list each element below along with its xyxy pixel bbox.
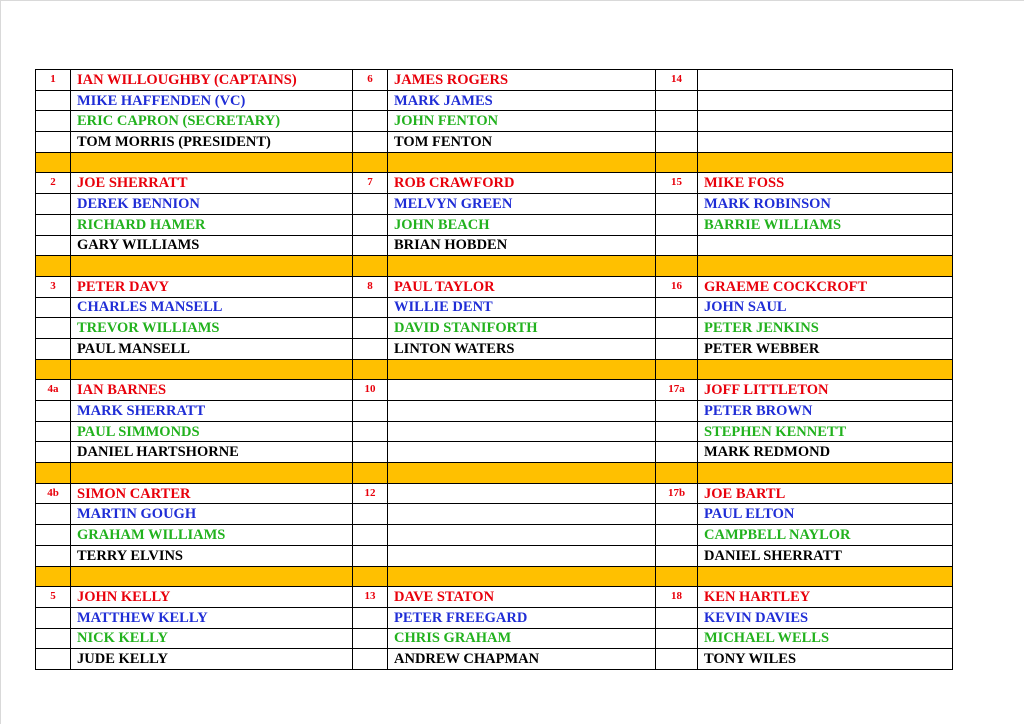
team-number-blank [36,442,71,463]
captain-name: ROB CRAWFORD [388,173,656,194]
team-number-blank [36,235,71,256]
team-number-blank [353,318,388,339]
fourth-name: DANIEL HARTSHORNE [71,442,353,463]
team-number-blank [36,628,71,649]
team-number-blank [36,132,71,153]
team-number-blank [36,504,71,525]
team-number: 17a [656,380,698,401]
captain-name [388,483,656,504]
captain-name: JOE BARTL [698,483,953,504]
third-name: CHRIS GRAHAM [388,628,656,649]
fourth-name: LINTON WATERS [388,338,656,359]
third-name [388,421,656,442]
separator-cell [698,256,953,277]
second-name: PAUL ELTON [698,504,953,525]
roster-body [36,70,953,670]
team-number: 16 [656,276,698,297]
team-number-blank [353,297,388,318]
separator-cell [71,152,353,173]
third-name: JOHN FENTON [388,111,656,132]
fourth-name: DANIEL SHERRATT [698,545,953,566]
team-number-blank [353,132,388,153]
team-number-blank [656,297,698,318]
team-number-blank [353,401,388,422]
roster-row [36,173,953,194]
roster-table [35,69,953,670]
fourth-name: PETER WEBBER [698,338,953,359]
roster-row [36,194,953,215]
team-number: 13 [353,587,388,608]
roster-row [36,421,953,442]
second-name: MARK SHERRATT [71,401,353,422]
captain-name: GRAEME COCKCROFT [698,276,953,297]
fourth-name: TOM MORRIS (PRESIDENT) [71,132,353,153]
third-name: PAUL SIMMONDS [71,421,353,442]
second-name: JOHN SAUL [698,297,953,318]
captain-name: IAN WILLOUGHBY (CAPTAINS) [71,70,353,91]
separator-cell [71,566,353,587]
separator-cell [353,152,388,173]
third-name: PETER JENKINS [698,318,953,339]
second-name: PETER BROWN [698,401,953,422]
roster-row [36,276,953,297]
fourth-name: PAUL MANSELL [71,338,353,359]
team-number-blank [353,338,388,359]
fourth-name [698,235,953,256]
captain-name: IAN BARNES [71,380,353,401]
fourth-name: TOM FENTON [388,132,656,153]
team-number: 12 [353,483,388,504]
fourth-name [388,545,656,566]
team-number-blank [36,90,71,111]
team-number-blank [353,235,388,256]
third-name: DAVID STANIFORTH [388,318,656,339]
captain-name: DAVE STATON [388,587,656,608]
team-number-blank [656,194,698,215]
roster-row [36,649,953,670]
team-number-blank [36,194,71,215]
roster-row [36,628,953,649]
team-number-blank [656,338,698,359]
third-name: BARRIE WILLIAMS [698,214,953,235]
page-edge [0,0,1024,1]
team-number-blank [656,235,698,256]
third-name: MICHAEL WELLS [698,628,953,649]
fourth-name: GARY WILLIAMS [71,235,353,256]
fourth-name [388,442,656,463]
separator-cell [71,463,353,484]
second-name: WILLIE DENT [388,297,656,318]
team-number-blank [36,421,71,442]
fourth-name: JUDE KELLY [71,649,353,670]
roster-row [36,442,953,463]
captain-name: KEN HARTLEY [698,587,953,608]
group-separator [36,359,953,380]
third-name: TREVOR WILLIAMS [71,318,353,339]
captain-name: SIMON CARTER [71,483,353,504]
captain-name [388,380,656,401]
separator-cell [36,152,71,173]
captain-name [698,70,953,91]
separator-cell [388,359,656,380]
group-separator [36,152,953,173]
team-number-blank [353,90,388,111]
third-name: NICK KELLY [71,628,353,649]
team-number: 2 [36,173,71,194]
separator-cell [36,359,71,380]
second-name: MARTIN GOUGH [71,504,353,525]
captain-name: PETER DAVY [71,276,353,297]
separator-cell [388,152,656,173]
team-number-blank [656,132,698,153]
team-number-blank [656,214,698,235]
separator-cell [353,566,388,587]
roster-row [36,338,953,359]
team-number-blank [353,421,388,442]
team-number: 17b [656,483,698,504]
team-number-blank [36,214,71,235]
separator-cell [353,256,388,277]
team-number: 18 [656,587,698,608]
team-number-blank [36,338,71,359]
fourth-name: ANDREW CHAPMAN [388,649,656,670]
separator-cell [36,256,71,277]
fourth-name: TONY WILES [698,649,953,670]
separator-cell [353,359,388,380]
roster-row [36,318,953,339]
separator-cell [656,152,698,173]
roster-row [36,235,953,256]
captain-name: JAMES ROGERS [388,70,656,91]
team-number-blank [353,545,388,566]
third-name: RICHARD HAMER [71,214,353,235]
separator-cell [656,256,698,277]
separator-cell [656,359,698,380]
team-number-blank [36,111,71,132]
team-number-blank [656,649,698,670]
team-number: 3 [36,276,71,297]
team-number-blank [36,607,71,628]
second-name: MARK ROBINSON [698,194,953,215]
team-number: 4a [36,380,71,401]
separator-cell [71,359,353,380]
team-number-blank [36,318,71,339]
team-number-blank [656,607,698,628]
roster-row [36,504,953,525]
second-name: PETER FREEGARD [388,607,656,628]
team-number: 15 [656,173,698,194]
team-number-blank [353,504,388,525]
team-number-blank [656,504,698,525]
third-name: STEPHEN KENNETT [698,421,953,442]
third-name [388,525,656,546]
team-number-blank [656,421,698,442]
second-name [698,90,953,111]
separator-cell [388,463,656,484]
fourth-name: BRIAN HOBDEN [388,235,656,256]
fourth-name: MARK REDMOND [698,442,953,463]
captain-name: PAUL TAYLOR [388,276,656,297]
team-number: 1 [36,70,71,91]
captain-name: JOE SHERRATT [71,173,353,194]
third-name: CAMPBELL NAYLOR [698,525,953,546]
second-name: MELVYN GREEN [388,194,656,215]
team-number-blank [36,545,71,566]
third-name: ERIC CAPRON (SECRETARY) [71,111,353,132]
second-name: KEVIN DAVIES [698,607,953,628]
team-number-blank [353,607,388,628]
team-number-blank [36,649,71,670]
team-number: 8 [353,276,388,297]
team-number-blank [353,628,388,649]
separator-cell [71,256,353,277]
roster-row [36,545,953,566]
group-separator [36,566,953,587]
group-separator [36,256,953,277]
team-number-blank [656,401,698,422]
team-number-blank [656,90,698,111]
team-number: 14 [656,70,698,91]
roster-row [36,401,953,422]
group-separator [36,463,953,484]
team-number: 4b [36,483,71,504]
team-number-blank [353,214,388,235]
team-number-blank [353,111,388,132]
separator-cell [36,566,71,587]
captain-name: JOFF LITTLETON [698,380,953,401]
roster-row [36,607,953,628]
separator-cell [656,463,698,484]
team-number-blank [656,525,698,546]
second-name [388,401,656,422]
separator-cell [698,463,953,484]
team-number: 6 [353,70,388,91]
roster-row [36,297,953,318]
team-number-blank [656,318,698,339]
second-name: MIKE HAFFENDEN (VC) [71,90,353,111]
captain-name: JOHN KELLY [71,587,353,608]
roster-row [36,70,953,91]
second-name: DEREK BENNION [71,194,353,215]
roster-row [36,380,953,401]
fourth-name: TERRY ELVINS [71,545,353,566]
second-name: MARK JAMES [388,90,656,111]
second-name [388,504,656,525]
separator-cell [388,256,656,277]
team-number-blank [353,194,388,215]
fourth-name [698,132,953,153]
third-name [698,111,953,132]
second-name: MATTHEW KELLY [71,607,353,628]
page-edge [0,0,1,724]
second-name: CHARLES MANSELL [71,297,353,318]
roster-row [36,525,953,546]
team-number-blank [36,297,71,318]
team-number-blank [353,649,388,670]
separator-cell [388,566,656,587]
roster-row [36,111,953,132]
team-number: 5 [36,587,71,608]
team-number-blank [353,525,388,546]
separator-cell [36,463,71,484]
separator-cell [698,566,953,587]
roster-row [36,587,953,608]
roster-row [36,132,953,153]
team-number-blank [656,442,698,463]
team-number-blank [36,525,71,546]
third-name: GRAHAM WILLIAMS [71,525,353,546]
roster-row [36,214,953,235]
team-number-blank [353,442,388,463]
separator-cell [698,359,953,380]
team-number-blank [36,401,71,422]
separator-cell [656,566,698,587]
team-number-blank [656,545,698,566]
captain-name: MIKE FOSS [698,173,953,194]
third-name: JOHN BEACH [388,214,656,235]
team-number: 7 [353,173,388,194]
team-number-blank [656,628,698,649]
separator-cell [698,152,953,173]
team-number: 10 [353,380,388,401]
roster-row [36,90,953,111]
separator-cell [353,463,388,484]
roster-row [36,483,953,504]
team-number-blank [656,111,698,132]
